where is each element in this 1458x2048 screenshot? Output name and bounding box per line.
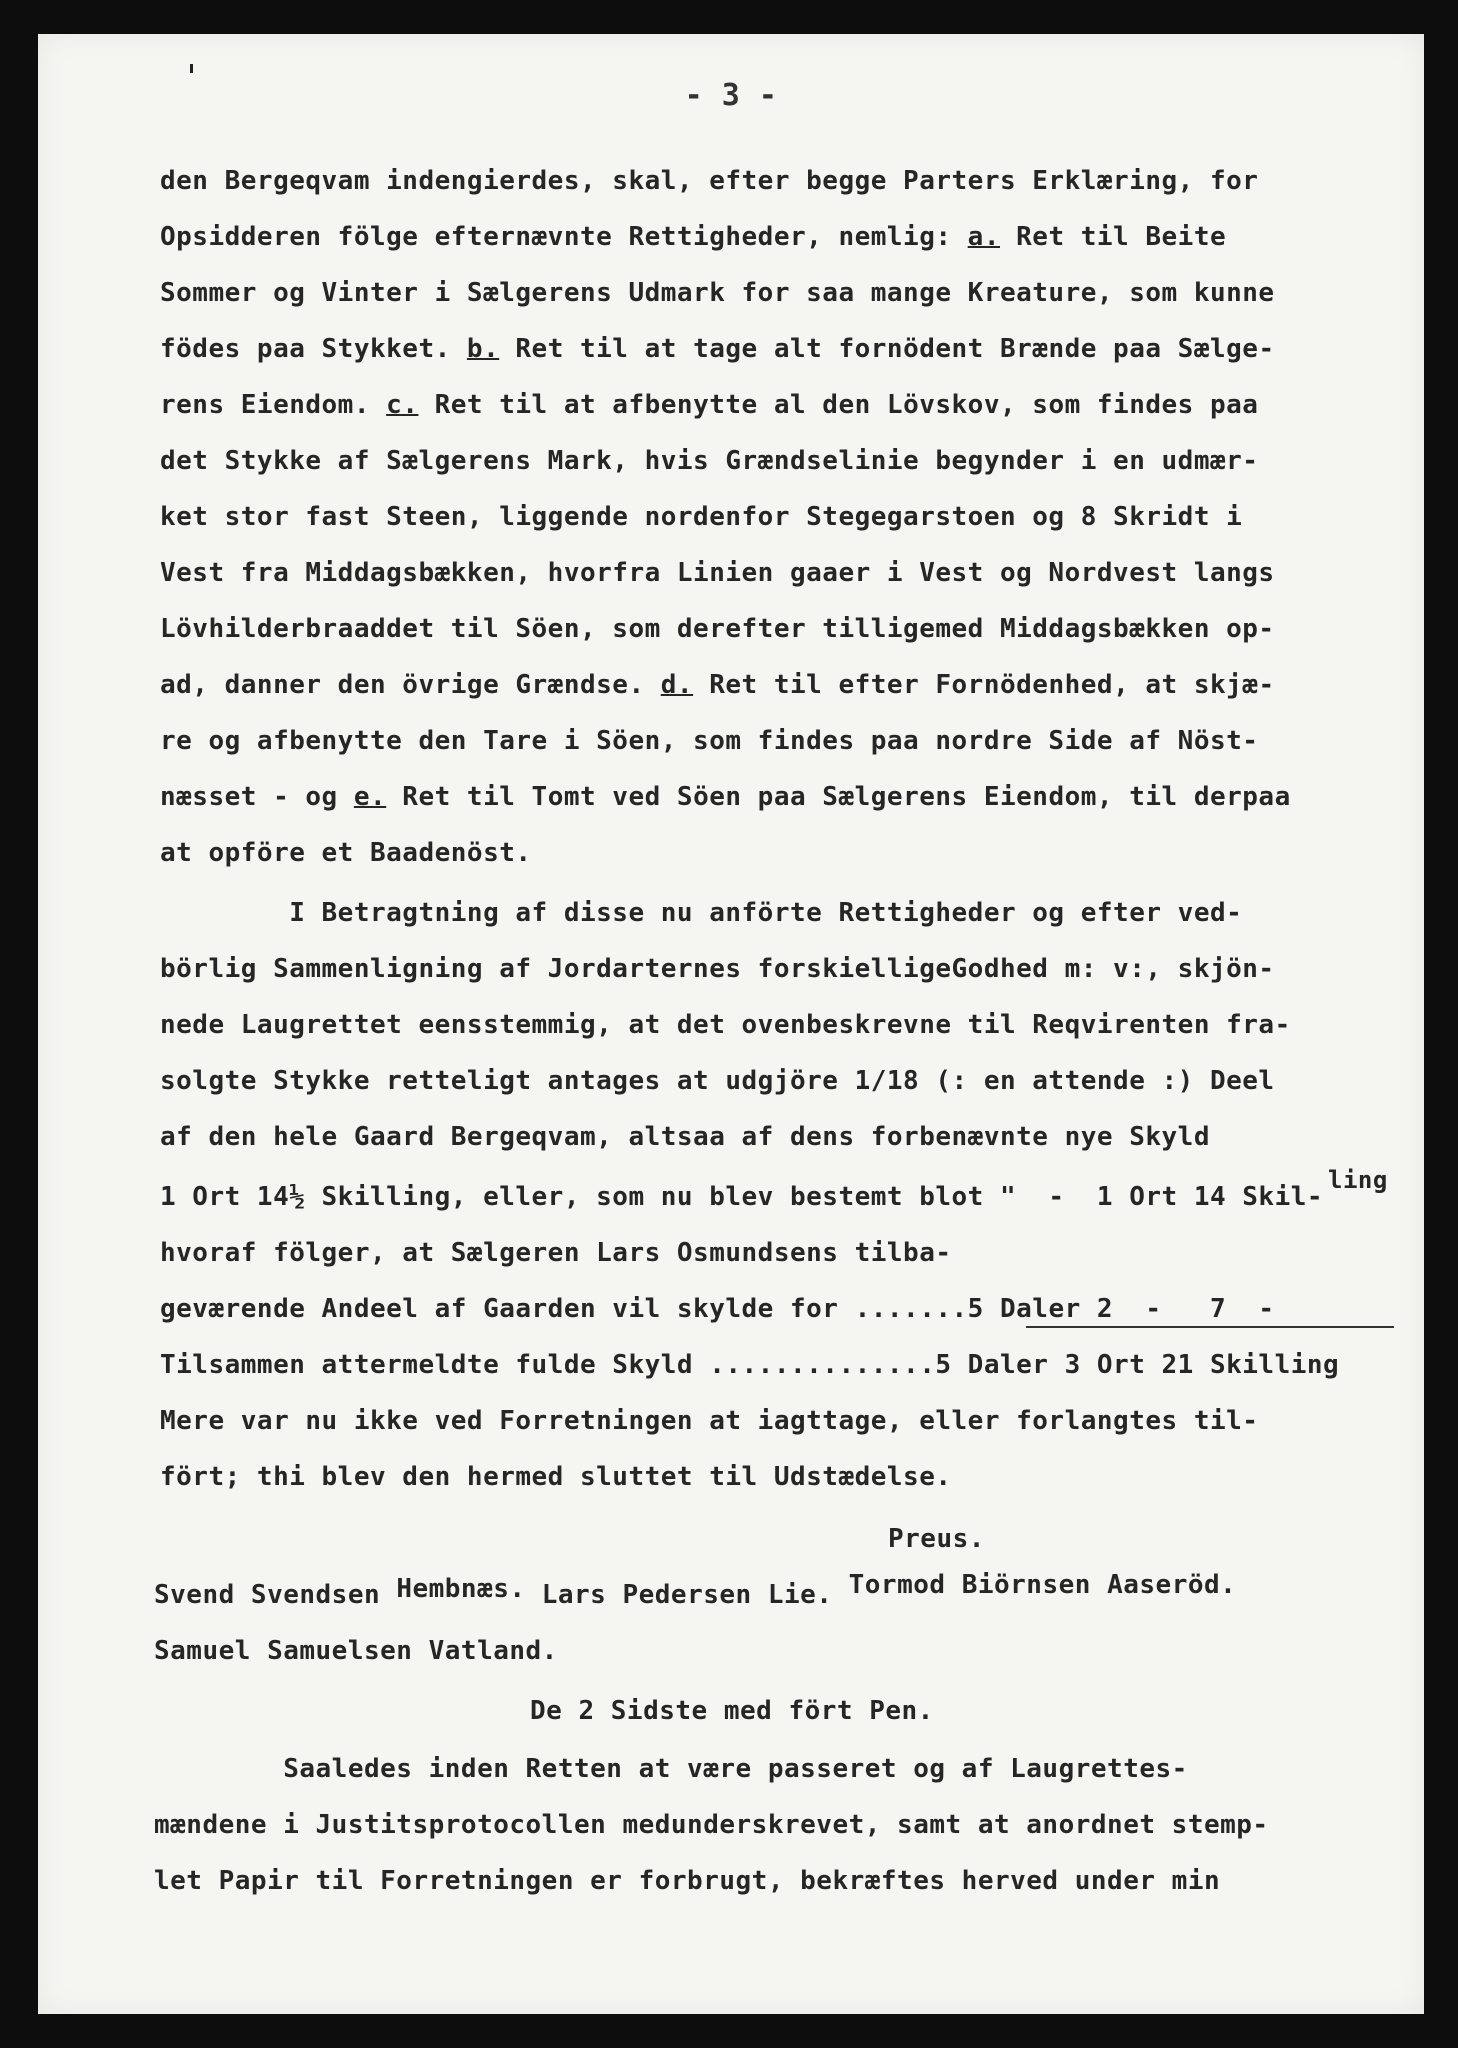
text-line: af den hele Gaard Bergeqvam, altsaa af dens forbenævnte nye Skyld [160, 1122, 1210, 1152]
text-line: fört; thi blev den hermed sluttet til Udstædelse. [160, 1462, 952, 1492]
text-line: födes paa Stykket. b. Ret til at tage alt fornödent Brænde paa Sælge- [160, 334, 1275, 364]
list-marker: e. [353, 782, 387, 812]
signature-preus: Preus. [888, 1524, 985, 1554]
text-line: geværende Andeel af Gaarden vil skylde for .......5 Daler 2 - 7 - [160, 1294, 1275, 1324]
text-line: den Bergeqvam indengierdes, skal, efter begge Parters Erklæring, for [160, 166, 1259, 196]
text-line: I Betragtning af disse nu anförte Rettigheder og efter ved- [160, 898, 1243, 928]
text-line: börlig Sammenligning af Jordarternes forskielligeGodhed m: v:, skjön- [160, 954, 1275, 984]
text-line: hvoraf fölger, at Sælgeren Lars Osmundsens tilba- [160, 1238, 952, 1268]
text-line: Lövhilderbraaddet til Söen, som derefter tilligemed Middagsbækken op- [160, 614, 1275, 644]
list-marker: a. [967, 222, 1000, 252]
signatures-line: Samuel Samuelsen Vatland. [154, 1636, 558, 1666]
signature-note: De 2 Sidste med fört Pen. [530, 1696, 934, 1726]
text-line: at opföre et Baadenöst. [160, 838, 532, 868]
text-line: solgte Stykke retteligt antages at udgjöre 1/18 (: en attende :) Deel [160, 1066, 1275, 1096]
text-line: 1 Ort 14½ Skilling, eller, som nu blev bestemt blot " - 1 Ort 14 Skil- [160, 1182, 1324, 1212]
text-line: Opsidderen fölge efternævnte Rettigheder, nemlig: a. Ret til Beite [160, 222, 1227, 252]
text-line: Tilsammen attermeldte fulde Skyld ..............5 Daler 3 Ort 21 Skilling [160, 1350, 1340, 1380]
page-number: - 3 - [684, 78, 778, 113]
text-line: nede Laugrettet eensstemmig, at det ovenbeskrevne til Reqvirenten fra- [160, 1010, 1291, 1040]
signatures-line: Svend Svendsen Hembnæs. Lars Pedersen Lie. Tormod Biörnsen Aaseröd. [154, 1570, 1237, 1610]
text-line: Vest fra Middagsbækken, hvorfra Linien gaaer i Vest og Nordvest langs [160, 558, 1275, 588]
text-line: let Papir til Forretningen er forbrugt, bekræftes herved under min [154, 1866, 1221, 1896]
margin-mark [190, 64, 193, 73]
text-line: ad, danner den övrige Grændse. d. Ret til efter Fornödenhed, at skjæ- [160, 670, 1275, 700]
text-line: det Stykke af Sælgerens Mark, hvis Grændselinie begynder i en udmær- [160, 446, 1259, 476]
amount-underline [1026, 1326, 1394, 1328]
text-line: rens Eiendom. c. Ret til at afbenytte al den Lövskov, som findes paa [160, 390, 1259, 420]
text-line: Mere var nu ikke ved Forretningen at iagttage, eller forlangtes til- [160, 1406, 1259, 1436]
text-line: Saaledes inden Retten at være passeret og af Laugrettes- [154, 1754, 1188, 1784]
document-page [38, 34, 1424, 2014]
underlined-amount: 5 Daler 2 - 7 - [967, 1294, 1275, 1324]
list-marker: b. [466, 334, 500, 364]
text-line: næsset - og e. Ret til Tomt ved Söen paa Sælgerens Eiendom, til derpaa [160, 782, 1291, 812]
text-line: ket stor fast Steen, liggende nordenfor Stegegarstoen og 8 Skridt i [160, 502, 1243, 532]
text-line: ling [1328, 1166, 1388, 1194]
text-line: Sommer og Vinter i Sælgerens Udmark for saa mange Kreature, som kunne [160, 278, 1275, 308]
text-line: re og afbenytte den Tare i Söen, som findes paa nordre Side af Nöst- [160, 726, 1259, 756]
text-line: mændene i Justitsprotocollen medunderskrevet, samt at anordnet stemp- [154, 1810, 1269, 1840]
list-marker: d. [660, 670, 694, 700]
list-marker: c. [386, 390, 419, 420]
